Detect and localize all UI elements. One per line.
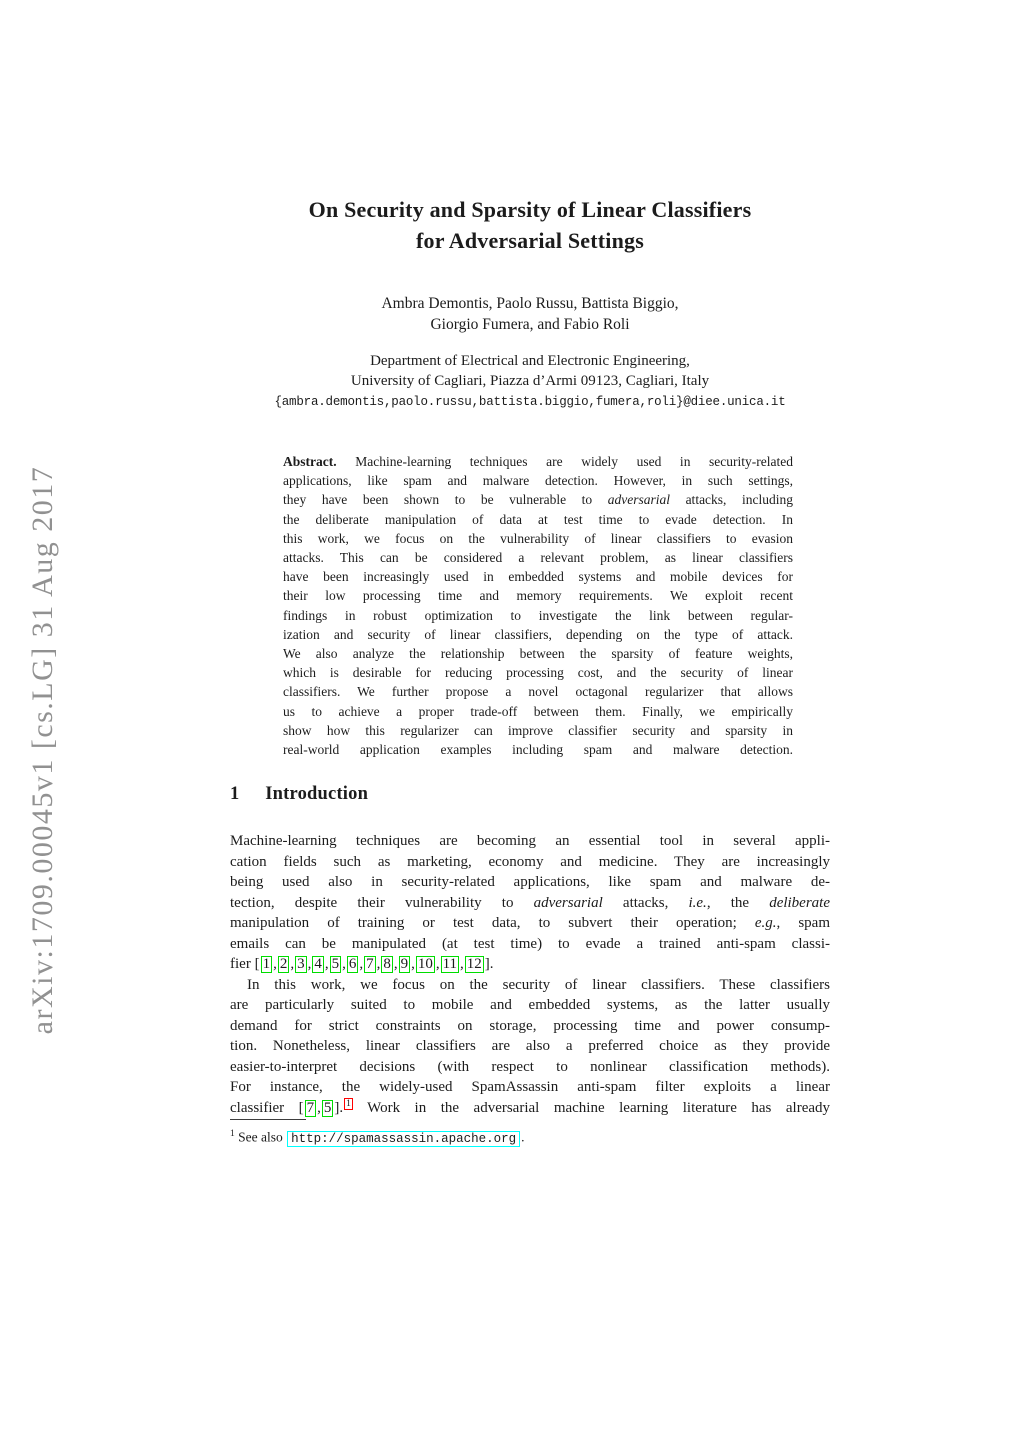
text-line: cation fields such as marketing, economy and medicine. They are increasingly (230, 853, 830, 870)
text-line: In this work, we focus on the security of linear classifiers. These classifiers (247, 976, 830, 993)
arxiv-watermark: arXiv:1709.00045v1 [cs.LG] 31 Aug 2017 (26, 465, 59, 1035)
text-line: applications, like spam and malware detection. However, in such settings, (283, 473, 793, 489)
url-link[interactable]: http://spamassassin.apache.org (287, 1131, 520, 1147)
authors (230, 293, 830, 335)
text-line: classifier [ 7 , 5 ]. $^1$ Work in the adversarial machine learning literature has already (230, 1098, 831, 1116)
authors-line1: Ambra Demontis, Paolo Russu, Battista Biggio, (381, 295, 679, 312)
footnote-ref-link[interactable]: 1 (346, 1098, 351, 1109)
text-line: show how this regularizer can improve classifier security and sparsity in (283, 722, 793, 738)
text-line: the deliberate manipulation of data at test time to evade detection. In (283, 511, 793, 527)
abstract (283, 452, 793, 759)
text-line: are particularly suited to mobile and embedded systems, as the latter usually (230, 997, 830, 1013)
text-line: $^1$ See also http://spamassassin.apache.org . (230, 1129, 525, 1146)
affiliation (230, 351, 830, 412)
text-line: fier [ 1 , 2 , 3 , 4 , 5 , 6 , 7 , 8 , 9 , 10 , 11 , 12 ]. (230, 956, 494, 972)
emphasized-text: e.g. (754, 915, 777, 931)
paper-title (230, 194, 830, 256)
footnote-rule (230, 1119, 306, 1120)
text-line: tion. Nonetheless, linear classifiers are also a preferred choice as they provide (230, 1038, 830, 1054)
affiliation-line2: University of Cagliari, Piazza d’Armi 09123, Cagliari, Italy (350, 373, 710, 389)
citation-link[interactable]: 2 (279, 956, 288, 972)
text-line: demand for strict constraints on storage, processing time and power consump- (230, 1017, 830, 1034)
text-line: being used also in security-related applications, like spam and malware de- (230, 874, 830, 890)
paper-title-line1: On Security and Sparsity of Linear Classifiers (308, 197, 752, 222)
citation-link[interactable]: 7 (366, 956, 374, 972)
section-heading-introduction (230, 784, 830, 805)
emphasized-text: adversarial (607, 492, 670, 508)
text-line: this work, we focus on the vulnerability of linear classifiers to evasion (283, 530, 793, 546)
text-line: emails can be manipulated (at test time) to evade a trained anti-spam classi- (230, 935, 830, 952)
section-title: Introduction (265, 784, 369, 804)
text-line: us to achieve a proper trade-off between them. Finally, we empirically (283, 703, 793, 719)
citation-link[interactable]: 6 (348, 956, 357, 972)
citation-link[interactable]: 11 (442, 956, 458, 972)
abstract-label: Abstract. (283, 454, 337, 469)
text-line: they have been shown to be vulnerable to adversarial attacks, including (283, 492, 793, 508)
text-line: attacks. This can be considered a relevant problem, as linear classifiers (283, 550, 793, 566)
text-line: easier-to-interpret decisions (with respect to nonlinear classification methods). (230, 1058, 830, 1075)
introduction-text (230, 831, 830, 1118)
text-line: classifiers. We further propose a novel octagonal regularizer that allows (283, 684, 793, 700)
emphasized-text: adversarial (533, 894, 603, 911)
footnote-marker: 1 (230, 1129, 235, 1139)
text-line: ization and security of linear classifiers, depending on the type of attack. (283, 626, 793, 642)
text-line: which is desirable for reducing processing cost, and the security of linear (283, 665, 793, 681)
citation-link[interactable]: 12 (466, 956, 482, 972)
citation-link[interactable]: 3 (297, 956, 305, 972)
text-line: findings in robust optimization to investigate the link between regular- (283, 607, 793, 623)
citation-link[interactable]: 10 (417, 956, 433, 972)
text-line: real-world application examples including spam and malware detection. (283, 742, 793, 758)
affiliation-line1: Department of Electrical and Electronic Engineering, (370, 353, 690, 369)
paper-title-line2: for Adversarial Settings (415, 228, 645, 253)
citation-link[interactable]: 1 (262, 956, 271, 972)
citation-link[interactable]: 8 (383, 956, 391, 972)
section-number: 1 (230, 784, 240, 804)
citation-link[interactable]: 7 (306, 1099, 315, 1116)
citation-link[interactable]: 9 (400, 956, 409, 972)
text-line: Abstract. Machine-learning techniques are widely used in security-related (283, 454, 793, 469)
footnote-area (230, 1119, 830, 1149)
text-line: tection, despite their vulnerability to adversarial attacks, i.e., the deliberate (230, 894, 831, 911)
citation-link[interactable]: 4 (314, 956, 322, 972)
text-line: have been increasingly used in embedded systems and mobile devices for (283, 569, 793, 585)
citation-link[interactable]: 5 (323, 1099, 332, 1116)
author-emails: {ambra.demontis,paolo.russu,battista.biggio,fumera,roli}@diee.unica.it (274, 395, 786, 409)
citation-link[interactable]: 5 (331, 956, 340, 972)
text-line: We also analyze the relationship between the sparsity of feature weights, (283, 646, 793, 662)
emphasized-text: deliberate (769, 894, 831, 911)
text-line: their low processing time and memory requirements. We exploit recent (283, 588, 793, 604)
footnote-text (230, 1125, 830, 1149)
text-line: For instance, the widely-used SpamAssassin anti-spam filter exploits a linear (230, 1079, 830, 1095)
authors-line2: Giorgio Fumera, and Fabio Roli (430, 316, 630, 333)
emphasized-text: i.e. (688, 894, 707, 911)
text-line: manipulation of training or test data, to subvert their operation; e.g., spam (230, 915, 830, 931)
text-line: Machine-learning techniques are becoming an essential tool in several appli- (230, 833, 830, 849)
